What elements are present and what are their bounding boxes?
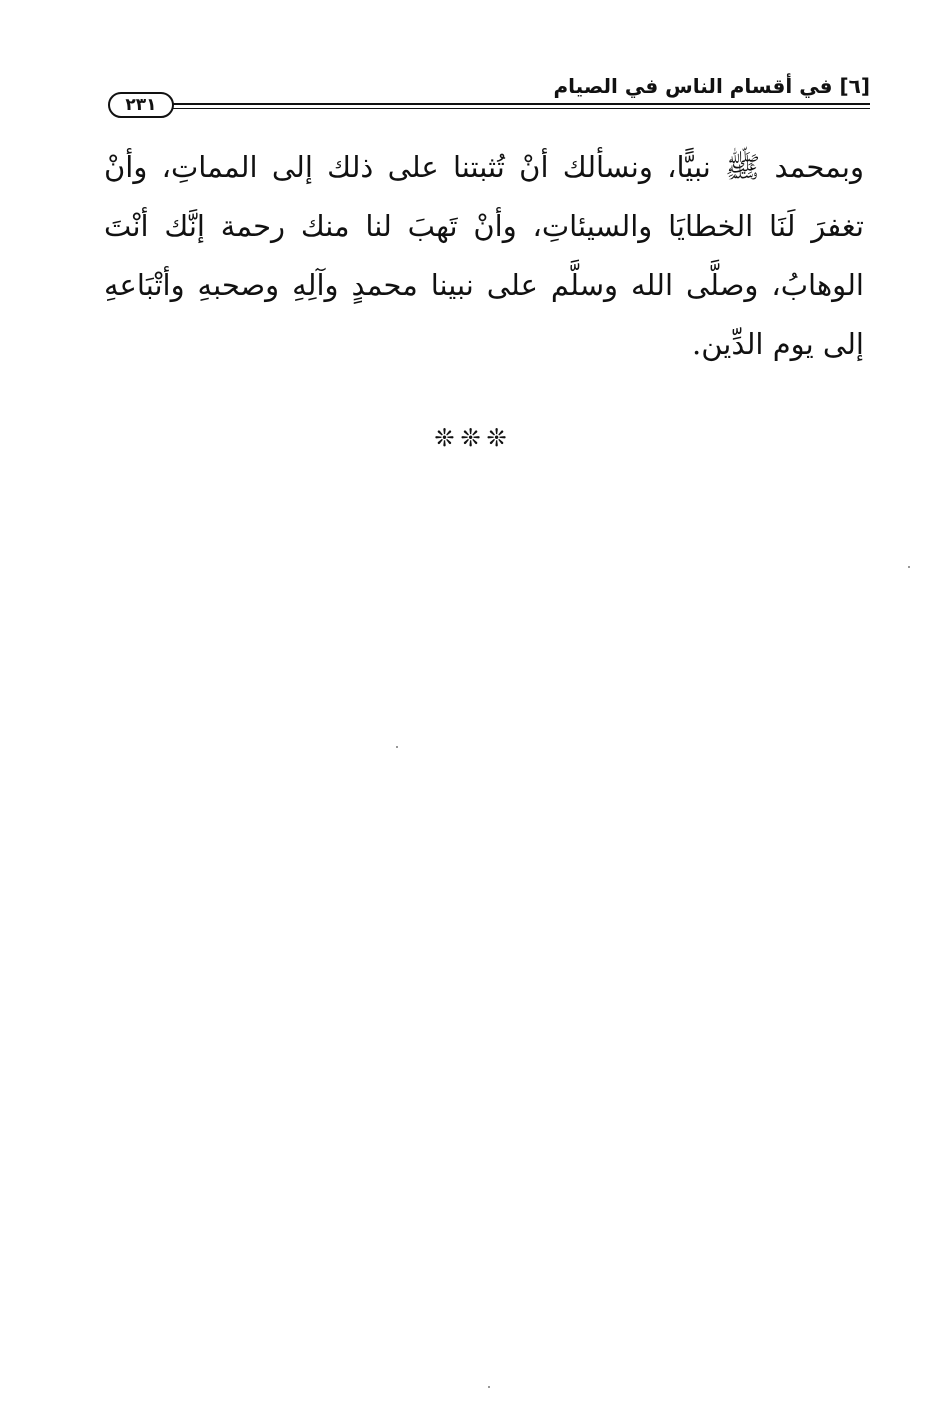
page-number: ٢٣١ <box>108 92 174 118</box>
scan-speck <box>908 566 910 568</box>
scan-speck <box>488 1386 490 1388</box>
text-line: إلى يوم الدِّين. <box>692 327 864 361</box>
running-header <box>108 72 870 120</box>
header-rule-thin <box>172 108 870 109</box>
scan-speck <box>396 746 398 748</box>
body-paragraph <box>104 138 864 374</box>
chapter-title: [٦] في أقسام الناس في الصيام <box>553 74 870 98</box>
text-line: وبمحمد ﷺ نبيًّا، ونسألك أنْ تُثبتنا على ذلك إلى المماتِ، وأنْ <box>104 150 864 184</box>
text-line: الوهابُ، وصلَّى الله وسلَّم على نبينا محمدٍ وآلِهِ وصحبهِ وأتْبَاعهِ <box>104 268 864 302</box>
section-separator: ❊❊❊ <box>434 424 513 452</box>
text-line: تغفرَ لَنَا الخطايَا والسيئاتِ، وأنْ تَهبَ لنا منك رحمة إنَّك أنْتَ <box>104 209 864 243</box>
header-rule <box>172 103 870 105</box>
